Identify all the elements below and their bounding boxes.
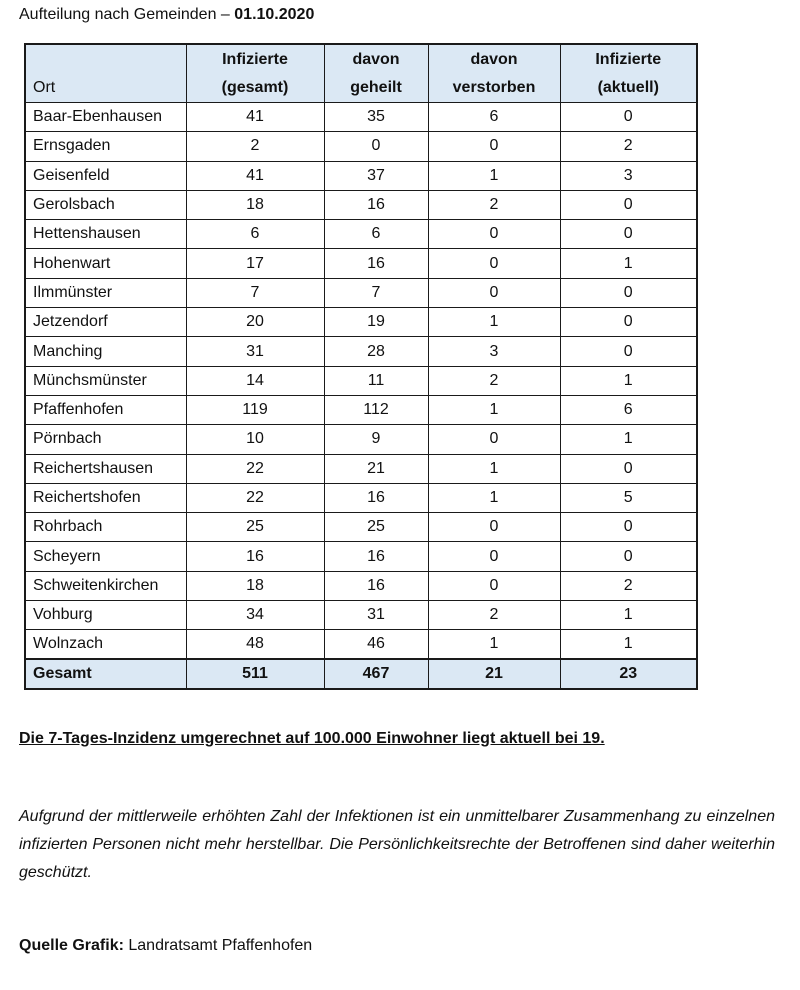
cell-geheilt: 37 [324,161,428,190]
table-row [25,308,697,337]
table-row [25,513,697,542]
cell-infizierte-gesamt: 48 [186,630,324,659]
cell-ort: Rohrbach [25,513,186,542]
table-row [25,366,697,395]
header-line: davon [470,51,518,68]
table-row [25,454,697,483]
cell-geheilt: 16 [324,483,428,512]
cell-geheilt: 21 [324,454,428,483]
cell-verstorben: 1 [428,483,560,512]
header-infizierte-aktuell [560,44,697,103]
cell-infizierte-aktuell: 0 [560,278,697,307]
cell-geheilt: 16 [324,571,428,600]
header-line: geheilt [350,79,402,96]
cell-verstorben: 0 [428,249,560,278]
cell-geheilt: 25 [324,513,428,542]
table-row [25,483,697,512]
cell-geheilt: 9 [324,425,428,454]
header-verstorben [428,44,560,103]
cell-infizierte-gesamt: 18 [186,190,324,219]
cell-infizierte-aktuell: 0 [560,190,697,219]
table-row [25,542,697,571]
header-geheilt [324,44,428,103]
header-line: Infizierte [222,51,288,68]
cell-infizierte-gesamt: 6 [186,220,324,249]
table-row [25,220,697,249]
source-value: Landratsamt Pfaffenhofen [123,937,313,954]
cell-infizierte-gesamt: 31 [186,337,324,366]
cell-infizierte-gesamt: 7 [186,278,324,307]
cell-verstorben: 1 [428,161,560,190]
cell-geheilt: 16 [324,542,428,571]
cell-infizierte-gesamt: 10 [186,425,324,454]
cell-ort: Pörnbach [25,425,186,454]
cell-geheilt: 19 [324,308,428,337]
cell-infizierte-gesamt: 22 [186,483,324,512]
cell-ort: Hohenwart [25,249,186,278]
total-row [25,659,697,689]
total-infizierte-aktuell: 23 [560,659,697,689]
cell-verstorben: 3 [428,337,560,366]
cell-infizierte-gesamt: 18 [186,571,324,600]
cell-infizierte-gesamt: 119 [186,395,324,424]
cell-infizierte-gesamt: 34 [186,601,324,630]
cell-ort: Pfaffenhofen [25,395,186,424]
cell-verstorben: 0 [428,278,560,307]
cell-infizierte-aktuell: 1 [560,249,697,278]
cell-verstorben: 1 [428,630,560,659]
cell-geheilt: 35 [324,103,428,132]
cell-geheilt: 16 [324,249,428,278]
cell-infizierte-aktuell: 6 [560,395,697,424]
cell-infizierte-aktuell: 0 [560,220,697,249]
cell-infizierte-gesamt: 25 [186,513,324,542]
table-row [25,161,697,190]
cell-verstorben: 1 [428,454,560,483]
table-row [25,395,697,424]
table-row [25,278,697,307]
cell-verstorben: 6 [428,103,560,132]
cell-infizierte-gesamt: 17 [186,249,324,278]
cell-infizierte-aktuell: 1 [560,425,697,454]
cell-infizierte-aktuell: 5 [560,483,697,512]
cell-infizierte-aktuell: 0 [560,513,697,542]
cell-verstorben: 1 [428,308,560,337]
cell-infizierte-aktuell: 2 [560,571,697,600]
heading-date: 01.10.2020 [234,6,315,23]
total-geheilt: 467 [324,659,428,689]
cell-verstorben: 2 [428,366,560,395]
cell-geheilt: 6 [324,220,428,249]
cell-verstorben: 0 [428,571,560,600]
cell-geheilt: 46 [324,630,428,659]
table-row [25,601,697,630]
cell-ort: Reichertshofen [25,483,186,512]
cell-ort: Ernsgaden [25,132,186,161]
cell-geheilt: 7 [324,278,428,307]
cases-table [24,43,698,690]
cell-ort: Manching [25,337,186,366]
cell-verstorben: 0 [428,542,560,571]
header-ort: Ort [25,44,186,103]
cell-ort: Hettenshausen [25,220,186,249]
cell-infizierte-aktuell: 0 [560,454,697,483]
total-label: Gesamt [25,659,186,689]
cell-geheilt: 0 [324,132,428,161]
cell-infizierte-gesamt: 2 [186,132,324,161]
cell-verstorben: 2 [428,190,560,219]
header-line: davon [352,51,400,68]
source-line [19,936,312,956]
page-heading [19,5,314,25]
cell-ort: Vohburg [25,601,186,630]
table-row [25,132,697,161]
cell-infizierte-gesamt: 22 [186,454,324,483]
cell-verstorben: 2 [428,601,560,630]
cell-infizierte-aktuell: 1 [560,366,697,395]
table-row [25,571,697,600]
table-row [25,630,697,659]
header-line: (gesamt) [221,79,289,96]
table-row [25,425,697,454]
cell-ort: Scheyern [25,542,186,571]
cell-geheilt: 11 [324,366,428,395]
cell-infizierte-aktuell: 1 [560,630,697,659]
table-row [25,249,697,278]
header-infizierte-gesamt [186,44,324,103]
table-row [25,337,697,366]
cell-infizierte-aktuell: 0 [560,337,697,366]
incidence-statement: Die 7-Tages-Inzidenz umgerechnet auf 100.000 Einwohner liegt aktuell bei 19. [19,730,605,747]
cell-infizierte-gesamt: 16 [186,542,324,571]
cell-ort: Geisenfeld [25,161,186,190]
cell-verstorben: 1 [428,395,560,424]
cell-verstorben: 0 [428,513,560,542]
cell-infizierte-aktuell: 0 [560,542,697,571]
cell-infizierte-aktuell: 0 [560,308,697,337]
cell-infizierte-aktuell: 0 [560,103,697,132]
cell-infizierte-gesamt: 20 [186,308,324,337]
table-row [25,190,697,219]
heading-prefix: Aufteilung nach Gemeinden – [19,6,235,23]
table-row [25,103,697,132]
cell-infizierte-gesamt: 41 [186,161,324,190]
header-line: verstorben [452,79,536,96]
cell-ort: Jetzendorf [25,308,186,337]
cell-verstorben: 0 [428,425,560,454]
cell-infizierte-gesamt: 14 [186,366,324,395]
cell-geheilt: 16 [324,190,428,219]
cell-infizierte-aktuell: 1 [560,601,697,630]
header-line: (aktuell) [597,79,659,96]
cell-geheilt: 31 [324,601,428,630]
cell-ort: Münchsmünster [25,366,186,395]
cell-ort: Reichertshausen [25,454,186,483]
cell-verstorben: 0 [428,220,560,249]
total-verstorben: 21 [428,659,560,689]
header-line: Infizierte [595,51,662,68]
cell-ort: Baar-Ebenhausen [25,103,186,132]
table-body [25,103,697,660]
cell-infizierte-aktuell: 3 [560,161,697,190]
privacy-note: Aufgrund der mittlerweile erhöhten Zahl der Infektionen ist ein unmittelbarer Zusammenhang zu einzelnen infizierten Personen nicht mehr herstellbar. Die Persönlichkeitsrechte der Betroffenen sind daher weiterhin geschützt. [19,808,775,881]
cell-geheilt: 112 [324,395,428,424]
cell-verstorben: 0 [428,132,560,161]
cell-ort: Gerolsbach [25,190,186,219]
cell-ort: Wolnzach [25,630,186,659]
cell-infizierte-aktuell: 2 [560,132,697,161]
cell-geheilt: 28 [324,337,428,366]
table-header-row [25,44,697,103]
cell-infizierte-gesamt: 41 [186,103,324,132]
source-label: Quelle Grafik: [19,937,124,954]
cell-ort: Ilmmünster [25,278,186,307]
total-infizierte-gesamt: 511 [186,659,324,689]
cell-ort: Schweitenkirchen [25,571,186,600]
